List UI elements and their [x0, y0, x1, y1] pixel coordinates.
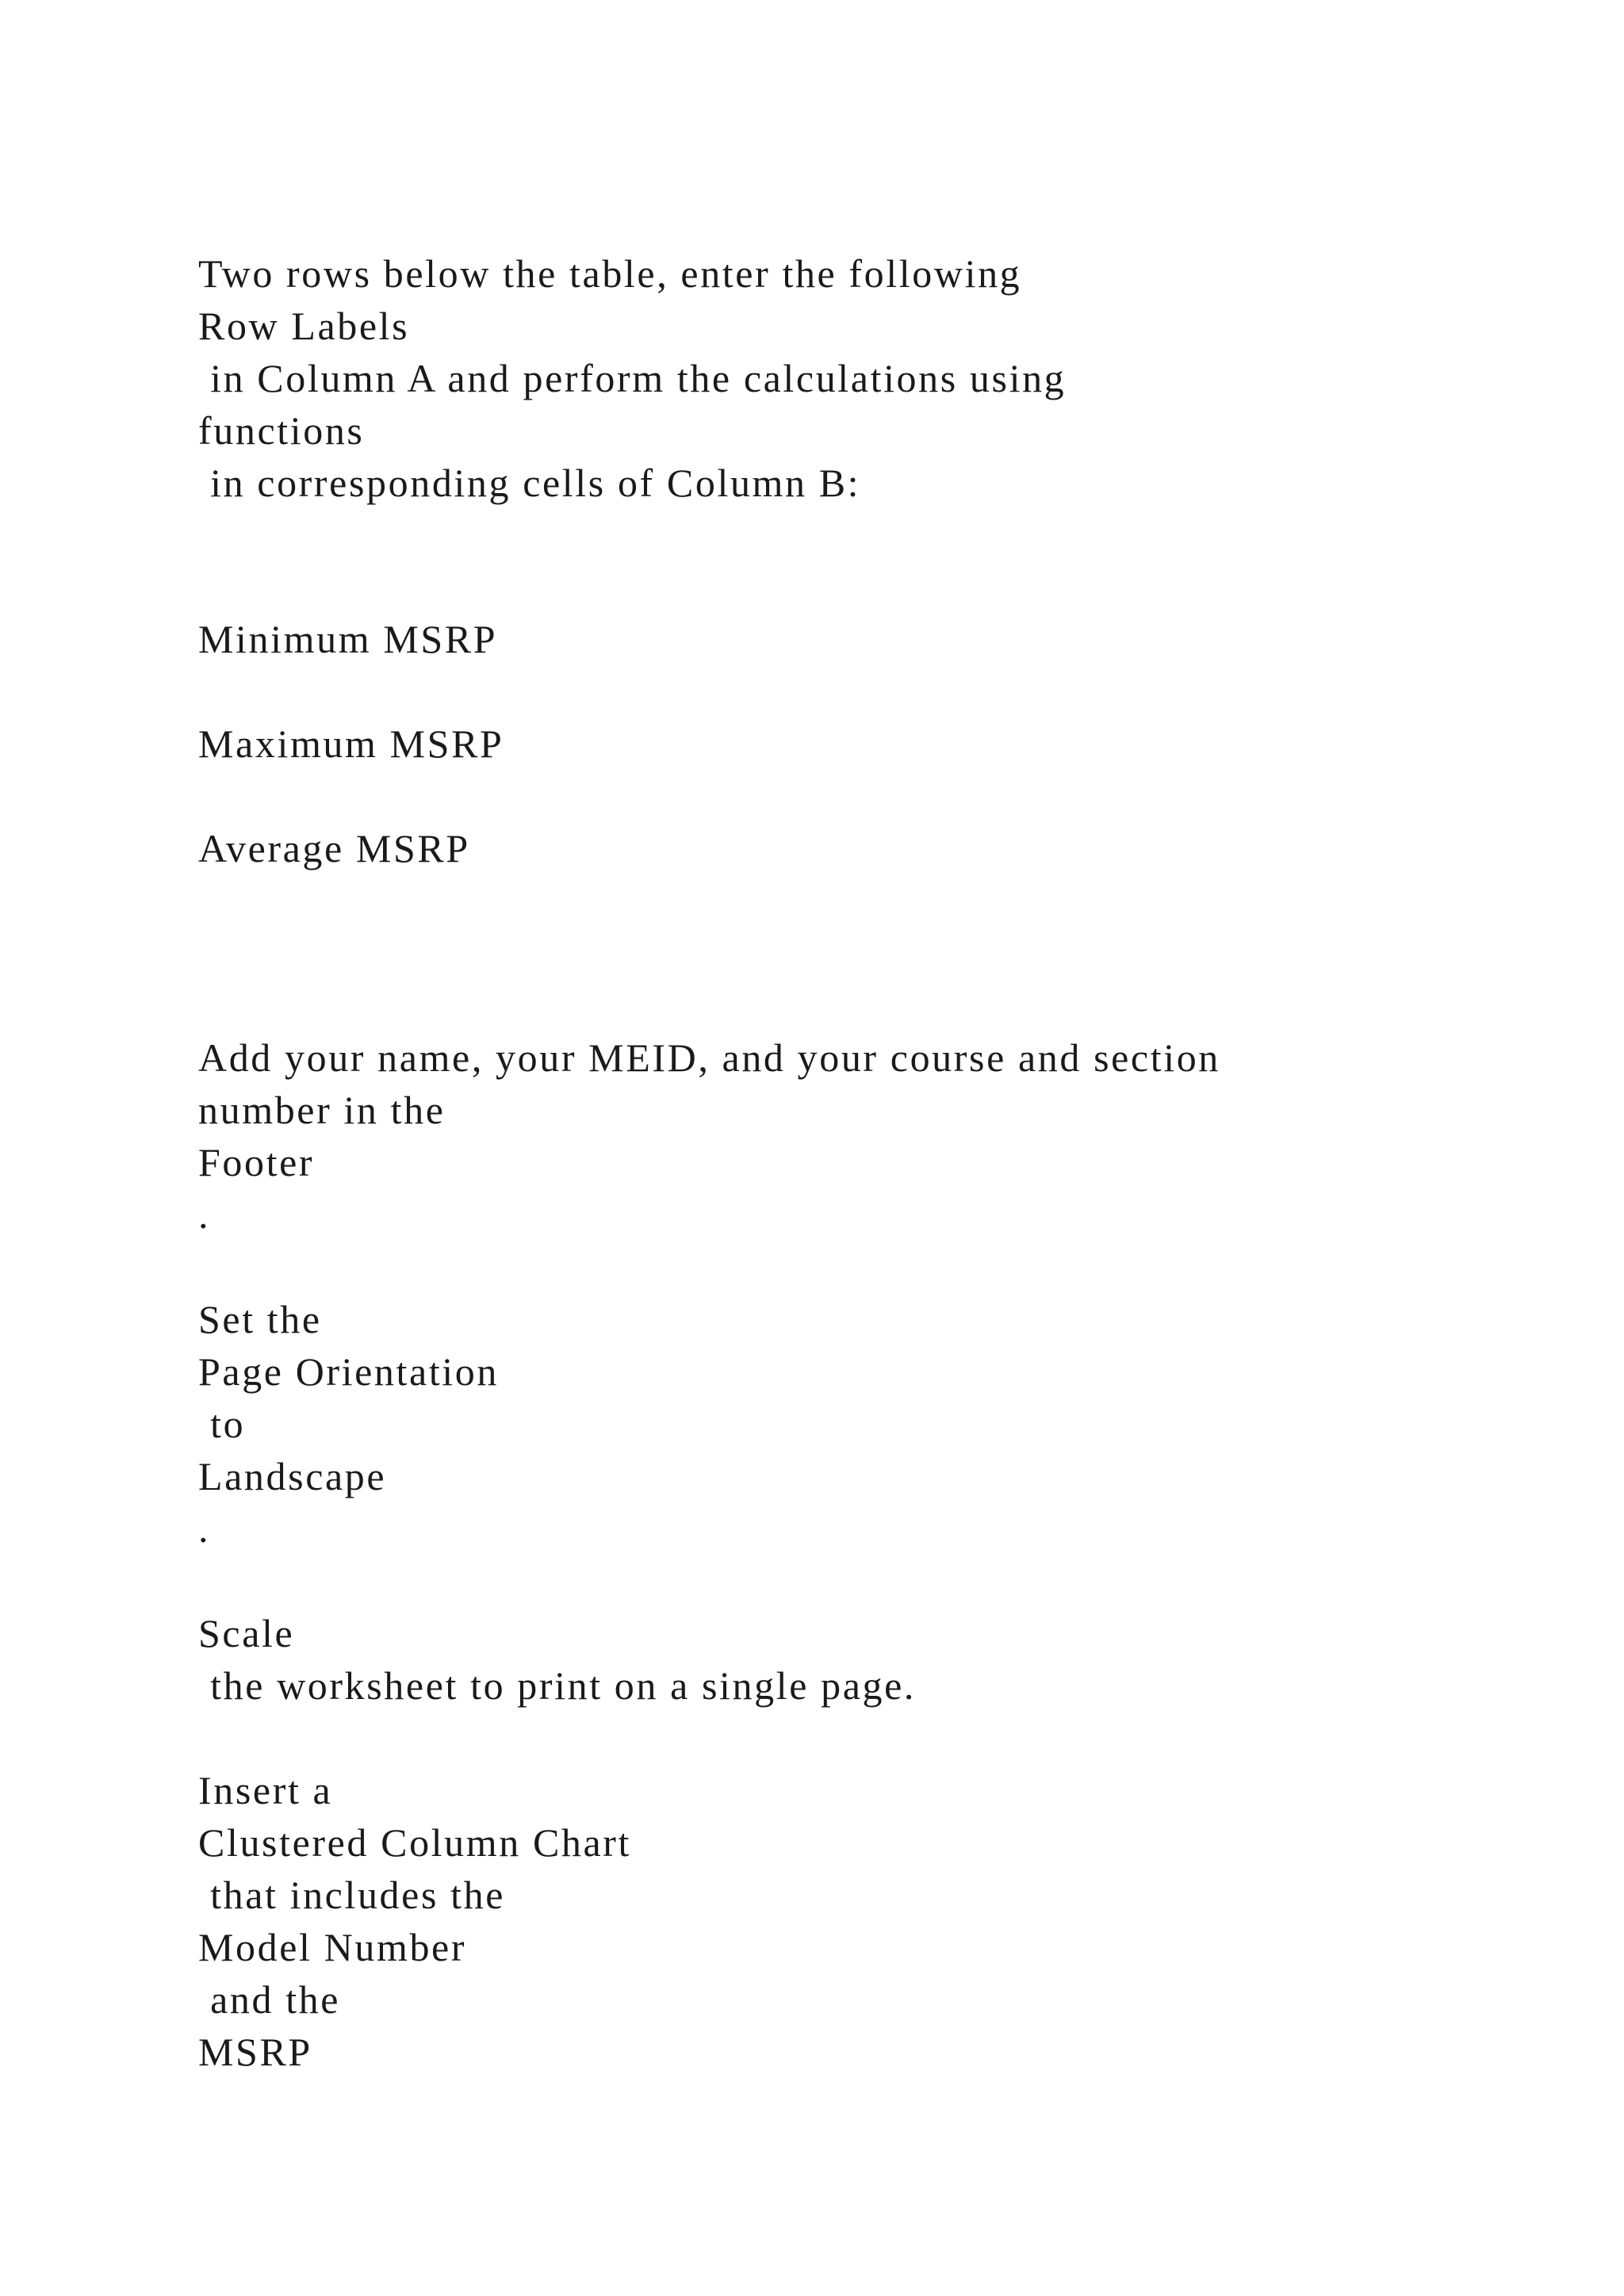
instruction-line: Add your name, your MEID, and your course and section	[198, 1035, 1220, 1080]
instruction-line: Model Number	[198, 1925, 467, 1969]
instruction-line: Footer	[198, 1140, 315, 1184]
instruction-line: .	[198, 1506, 211, 1551]
instruction-line: and the	[198, 1977, 341, 2022]
instruction-line: number in the	[198, 1088, 446, 1132]
instruction-line: Clustered Column Chart	[198, 1820, 632, 1865]
instruction-line: Page Orientation	[198, 1349, 500, 1394]
row-label-minimum: Minimum MSRP	[198, 617, 498, 661]
row-label-average: Average MSRP	[198, 826, 470, 871]
instruction-line: Scale	[198, 1611, 295, 1655]
instruction-line: Two rows below the table, enter the following	[198, 251, 1022, 296]
instruction-line: Insert a	[198, 1768, 333, 1812]
instruction-line: in corresponding cells of Column B:	[198, 461, 861, 505]
instruction-line: .	[198, 1192, 211, 1237]
instruction-line: in Column A and perform the calculations using	[198, 356, 1067, 400]
instruction-line: Row Labels	[198, 304, 410, 348]
instruction-line: Landscape	[198, 1454, 387, 1498]
instruction-line: to	[198, 1402, 246, 1446]
instruction-line: MSRP	[198, 2030, 312, 2074]
instruction-line: Set the	[198, 1297, 322, 1341]
instruction-line: the worksheet to print on a single page.	[198, 1663, 917, 1708]
instruction-line: functions	[198, 408, 365, 453]
row-label-maximum: Maximum MSRP	[198, 721, 504, 766]
instruction-line: that includes the	[198, 1873, 505, 1917]
